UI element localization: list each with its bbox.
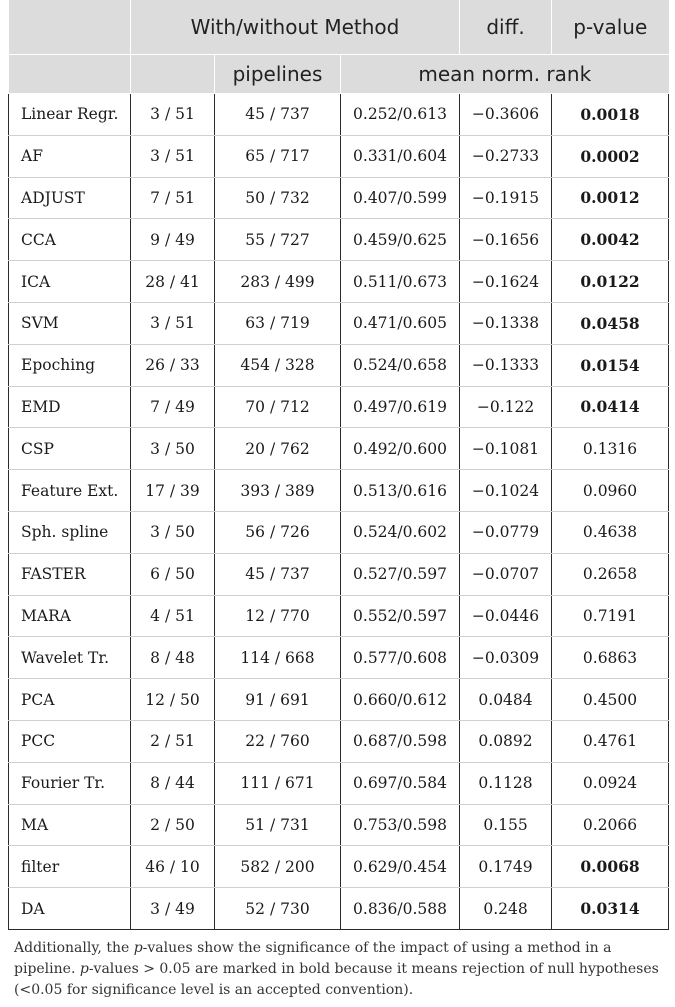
table-row xyxy=(9,553,669,595)
cell-papers: 3 / 50 xyxy=(131,428,215,470)
cell-mean-norm-rank: 0.527/0.597 xyxy=(341,553,460,595)
cell-mean-norm-rank: 0.753/0.598 xyxy=(341,804,460,846)
cell-papers: 46 / 10 xyxy=(131,846,215,888)
cell-pipelines: 582 / 200 xyxy=(215,846,341,888)
cell-pipelines: 20 / 762 xyxy=(215,428,341,470)
cell-method: Wavelet Tr. xyxy=(9,637,131,679)
cell-mean-norm-rank: 0.252/0.613 xyxy=(341,94,460,136)
cell-p-value: 0.2658 xyxy=(552,553,669,595)
table-row xyxy=(9,804,669,846)
cell-method: Sph. spline xyxy=(9,511,131,553)
cell-mean-norm-rank: 0.492/0.600 xyxy=(341,428,460,470)
cell-diff: −0.1915 xyxy=(460,177,552,219)
cell-diff: −0.0446 xyxy=(460,595,552,637)
cell-papers: 3 / 49 xyxy=(131,888,215,930)
cell-mean-norm-rank: 0.687/0.598 xyxy=(341,720,460,762)
cell-mean-norm-rank: 0.836/0.588 xyxy=(341,888,460,930)
cell-papers: 28 / 41 xyxy=(131,261,215,303)
cell-pipelines: 114 / 668 xyxy=(215,637,341,679)
cell-papers: 3 / 51 xyxy=(131,94,215,136)
cell-method: ADJUST xyxy=(9,177,131,219)
cell-mean-norm-rank: 0.331/0.604 xyxy=(341,135,460,177)
cell-diff: 0.155 xyxy=(460,804,552,846)
cell-p-value: 0.0924 xyxy=(552,762,669,804)
table-row xyxy=(9,219,669,261)
cell-papers: 4 / 51 xyxy=(131,595,215,637)
cell-method: MA xyxy=(9,804,131,846)
header-corner-2 xyxy=(9,55,131,94)
cell-p-value: 0.0314 xyxy=(552,888,669,930)
table-row xyxy=(9,595,669,637)
header-row-1 xyxy=(9,0,669,55)
cell-p-value: 0.7191 xyxy=(552,595,669,637)
table-row xyxy=(9,94,669,136)
footnote-text-2: -values show the significance of the impact of using a method in a pipeline. xyxy=(14,939,612,977)
cell-method: Linear Regr. xyxy=(9,94,131,136)
cell-diff: −0.0309 xyxy=(460,637,552,679)
table-row xyxy=(9,762,669,804)
cell-papers: 3 / 50 xyxy=(131,511,215,553)
cell-method: CSP xyxy=(9,428,131,470)
cell-diff: −0.1338 xyxy=(460,302,552,344)
cell-papers: 2 / 50 xyxy=(131,804,215,846)
cell-method: EMD xyxy=(9,386,131,428)
cell-diff: −0.1081 xyxy=(460,428,552,470)
cell-mean-norm-rank: 0.497/0.619 xyxy=(341,386,460,428)
header-diff: diff. xyxy=(460,0,552,55)
cell-diff: 0.1128 xyxy=(460,762,552,804)
header-corner xyxy=(9,0,131,55)
cell-p-value: 0.0042 xyxy=(552,219,669,261)
header-row-2 xyxy=(9,55,669,94)
cell-pipelines: 70 / 712 xyxy=(215,386,341,428)
table-row xyxy=(9,511,669,553)
table-row xyxy=(9,888,669,930)
cell-method: filter xyxy=(9,846,131,888)
cell-mean-norm-rank: 0.513/0.616 xyxy=(341,470,460,512)
cell-method: SVM xyxy=(9,302,131,344)
cell-method: FASTER xyxy=(9,553,131,595)
cell-papers: 8 / 44 xyxy=(131,762,215,804)
footnote-text-1: Additionally, the xyxy=(14,939,134,956)
cell-method: Epoching xyxy=(9,344,131,386)
cell-p-value: 0.0122 xyxy=(552,261,669,303)
cell-pipelines: 63 / 719 xyxy=(215,302,341,344)
cell-mean-norm-rank: 0.629/0.454 xyxy=(341,846,460,888)
table-wrapper xyxy=(8,0,668,1001)
cell-diff: −0.0779 xyxy=(460,511,552,553)
cell-method: DA xyxy=(9,888,131,930)
footnote-italic-p-2: p xyxy=(79,960,89,977)
cell-mean-norm-rank: 0.511/0.673 xyxy=(341,261,460,303)
cell-p-value: 0.0018 xyxy=(552,94,669,136)
cell-mean-norm-rank: 0.407/0.599 xyxy=(341,177,460,219)
cell-papers: 17 / 39 xyxy=(131,470,215,512)
cell-pipelines: 12 / 770 xyxy=(215,595,341,637)
table-row xyxy=(9,720,669,762)
cell-p-value: 0.0068 xyxy=(552,846,669,888)
cell-mean-norm-rank: 0.459/0.625 xyxy=(341,219,460,261)
table-row xyxy=(9,135,669,177)
cell-papers: 12 / 50 xyxy=(131,679,215,721)
cell-pipelines: 50 / 732 xyxy=(215,177,341,219)
cell-mean-norm-rank: 0.552/0.597 xyxy=(341,595,460,637)
table-body xyxy=(9,94,669,930)
table-row xyxy=(9,470,669,512)
header-mean-norm-rank: mean norm. rank xyxy=(341,55,669,94)
cell-p-value: 0.4500 xyxy=(552,679,669,721)
cell-diff: 0.1749 xyxy=(460,846,552,888)
table-row xyxy=(9,261,669,303)
cell-diff: −0.1624 xyxy=(460,261,552,303)
cell-p-value: 0.0154 xyxy=(552,344,669,386)
cell-method: ICA xyxy=(9,261,131,303)
cell-mean-norm-rank: 0.524/0.658 xyxy=(341,344,460,386)
table-row xyxy=(9,846,669,888)
cell-diff: −0.1333 xyxy=(460,344,552,386)
header-papers-blank xyxy=(131,55,215,94)
cell-mean-norm-rank: 0.577/0.608 xyxy=(341,637,460,679)
cell-papers: 8 / 48 xyxy=(131,637,215,679)
cell-pipelines: 45 / 737 xyxy=(215,94,341,136)
table-footnote xyxy=(8,930,668,1001)
footnote-italic-p-1: p xyxy=(133,939,143,956)
results-table xyxy=(8,0,669,930)
cell-pipelines: 111 / 671 xyxy=(215,762,341,804)
cell-method: CCA xyxy=(9,219,131,261)
footnote-text-3: -values > 0.05 are marked in bold because it means rejection of null hypotheses (<0.05 for significance level is an accepted convention). xyxy=(14,960,659,998)
cell-diff: −0.1024 xyxy=(460,470,552,512)
cell-p-value: 0.0960 xyxy=(552,470,669,512)
cell-p-value: 0.4761 xyxy=(552,720,669,762)
cell-pipelines: 393 / 389 xyxy=(215,470,341,512)
cell-papers: 6 / 50 xyxy=(131,553,215,595)
cell-mean-norm-rank: 0.524/0.602 xyxy=(341,511,460,553)
cell-diff: 0.0484 xyxy=(460,679,552,721)
table-row xyxy=(9,302,669,344)
cell-diff: −0.2733 xyxy=(460,135,552,177)
cell-p-value: 0.0012 xyxy=(552,177,669,219)
cell-papers: 3 / 51 xyxy=(131,135,215,177)
cell-p-value: 0.0458 xyxy=(552,302,669,344)
cell-pipelines: 283 / 499 xyxy=(215,261,341,303)
cell-method: AF xyxy=(9,135,131,177)
table-row xyxy=(9,428,669,470)
table-row xyxy=(9,679,669,721)
cell-method: PCC xyxy=(9,720,131,762)
cell-mean-norm-rank: 0.660/0.612 xyxy=(341,679,460,721)
cell-pipelines: 52 / 730 xyxy=(215,888,341,930)
cell-papers: 7 / 49 xyxy=(131,386,215,428)
cell-p-value: 0.1316 xyxy=(552,428,669,470)
table-row xyxy=(9,637,669,679)
cell-p-value: 0.2066 xyxy=(552,804,669,846)
cell-method: MARA xyxy=(9,595,131,637)
cell-pipelines: 65 / 717 xyxy=(215,135,341,177)
cell-p-value: 0.0002 xyxy=(552,135,669,177)
cell-pipelines: 55 / 727 xyxy=(215,219,341,261)
cell-p-value: 0.4638 xyxy=(552,511,669,553)
table-header xyxy=(9,0,669,94)
cell-papers: 9 / 49 xyxy=(131,219,215,261)
cell-pipelines: 56 / 726 xyxy=(215,511,341,553)
cell-papers: 3 / 51 xyxy=(131,302,215,344)
cell-papers: 7 / 51 xyxy=(131,177,215,219)
cell-method: Fourier Tr. xyxy=(9,762,131,804)
cell-papers: 26 / 33 xyxy=(131,344,215,386)
cell-diff: 0.0892 xyxy=(460,720,552,762)
cell-pipelines: 91 / 691 xyxy=(215,679,341,721)
table-row xyxy=(9,344,669,386)
cell-pipelines: 45 / 737 xyxy=(215,553,341,595)
header-with-without-method: With/without Method xyxy=(131,0,460,55)
cell-method: PCA xyxy=(9,679,131,721)
cell-method: Feature Ext. xyxy=(9,470,131,512)
cell-pipelines: 454 / 328 xyxy=(215,344,341,386)
cell-diff: −0.1656 xyxy=(460,219,552,261)
cell-mean-norm-rank: 0.471/0.605 xyxy=(341,302,460,344)
header-p-value: p-value xyxy=(552,0,669,55)
cell-papers: 2 / 51 xyxy=(131,720,215,762)
cell-pipelines: 51 / 731 xyxy=(215,804,341,846)
cell-diff: −0.122 xyxy=(460,386,552,428)
cell-diff: 0.248 xyxy=(460,888,552,930)
cell-diff: −0.0707 xyxy=(460,553,552,595)
header-pipelines: pipelines xyxy=(215,55,341,94)
cell-p-value: 0.0414 xyxy=(552,386,669,428)
cell-diff: −0.3606 xyxy=(460,94,552,136)
table-row xyxy=(9,386,669,428)
cell-p-value: 0.6863 xyxy=(552,637,669,679)
cell-pipelines: 22 / 760 xyxy=(215,720,341,762)
table-row xyxy=(9,177,669,219)
cell-mean-norm-rank: 0.697/0.584 xyxy=(341,762,460,804)
